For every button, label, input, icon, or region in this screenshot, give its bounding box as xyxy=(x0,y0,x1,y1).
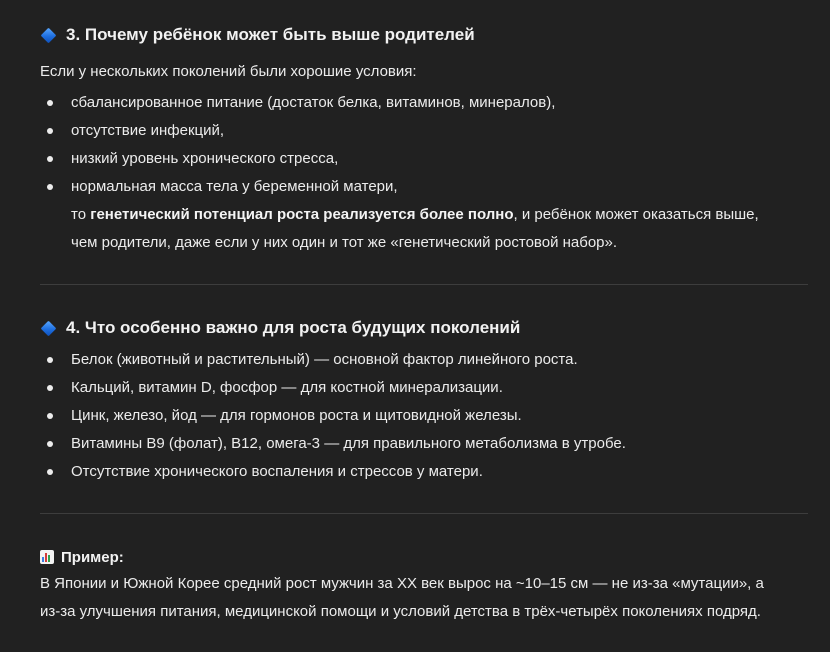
example-line-2: из-за улучшения питания, медицинской помощи и условий детства в трёх-четырёх поколениях подряд. xyxy=(40,603,761,620)
bullet-icon xyxy=(47,413,53,419)
section-3-conclusion-line2: чем родители, даже если у них один и тот же «генетический ростовой набор». xyxy=(71,234,618,251)
section-3-title: 3. Почему ребёнок может быть выше родителей xyxy=(66,25,475,44)
bullet-icon xyxy=(47,441,53,447)
blue-diamond-icon xyxy=(41,27,57,43)
list-item: Витамины B9 (фолат), B12, омега-3 — для правильного метаболизма в утробе. xyxy=(40,430,626,458)
section-4-heading xyxy=(40,316,520,340)
list-item: Цинк, железо, йод — для гормонов роста и щитовидной железы. xyxy=(40,402,626,430)
bar-chart-icon xyxy=(40,550,54,564)
bullet-icon xyxy=(47,184,53,190)
section-3-conclusion: то генетический потенциал роста реализуется более полно, и ребёнок может оказаться выше, xyxy=(71,206,759,223)
list-item: Кальций, витамин D, фосфор — для костной минерализации. xyxy=(40,374,626,402)
section-divider xyxy=(40,284,808,285)
list-item: Отсутствие хронического воспаления и стрессов у матери. xyxy=(40,458,626,486)
conclusion-bold-text: генетический потенциал роста реализуется более полно xyxy=(90,206,514,223)
example-title: Пример: xyxy=(61,548,124,566)
section-divider xyxy=(40,513,808,514)
list-item: сбалансированное питание (достаток белка, витаминов, минералов), xyxy=(40,89,555,117)
section-3-heading xyxy=(40,23,475,47)
section-3-list xyxy=(40,89,555,201)
example-line-1: В Японии и Южной Корее средний рост мужчин за XX век вырос на ~10–15 см — не из-за «мутации», а xyxy=(40,575,764,592)
bullet-icon xyxy=(47,469,53,475)
example-heading xyxy=(40,545,124,569)
list-item: Белок (животный и растительный) — основной фактор линейного роста. xyxy=(40,346,626,374)
bullet-icon xyxy=(47,357,53,363)
bullet-icon xyxy=(47,128,53,134)
section-4-title: 4. Что особенно важно для роста будущих поколений xyxy=(66,318,521,337)
blue-diamond-icon xyxy=(41,320,57,336)
bullet-icon xyxy=(47,385,53,391)
section-3-intro: Если у нескольких поколений были хорошие условия: xyxy=(40,63,417,80)
list-item: нормальная масса тела у беременной матери, xyxy=(40,173,555,201)
list-item: отсутствие инфекций, xyxy=(40,117,555,145)
list-item: низкий уровень хронического стресса, xyxy=(40,145,555,173)
bullet-icon xyxy=(47,156,53,162)
bullet-icon xyxy=(47,100,53,106)
section-4-list xyxy=(40,346,626,486)
